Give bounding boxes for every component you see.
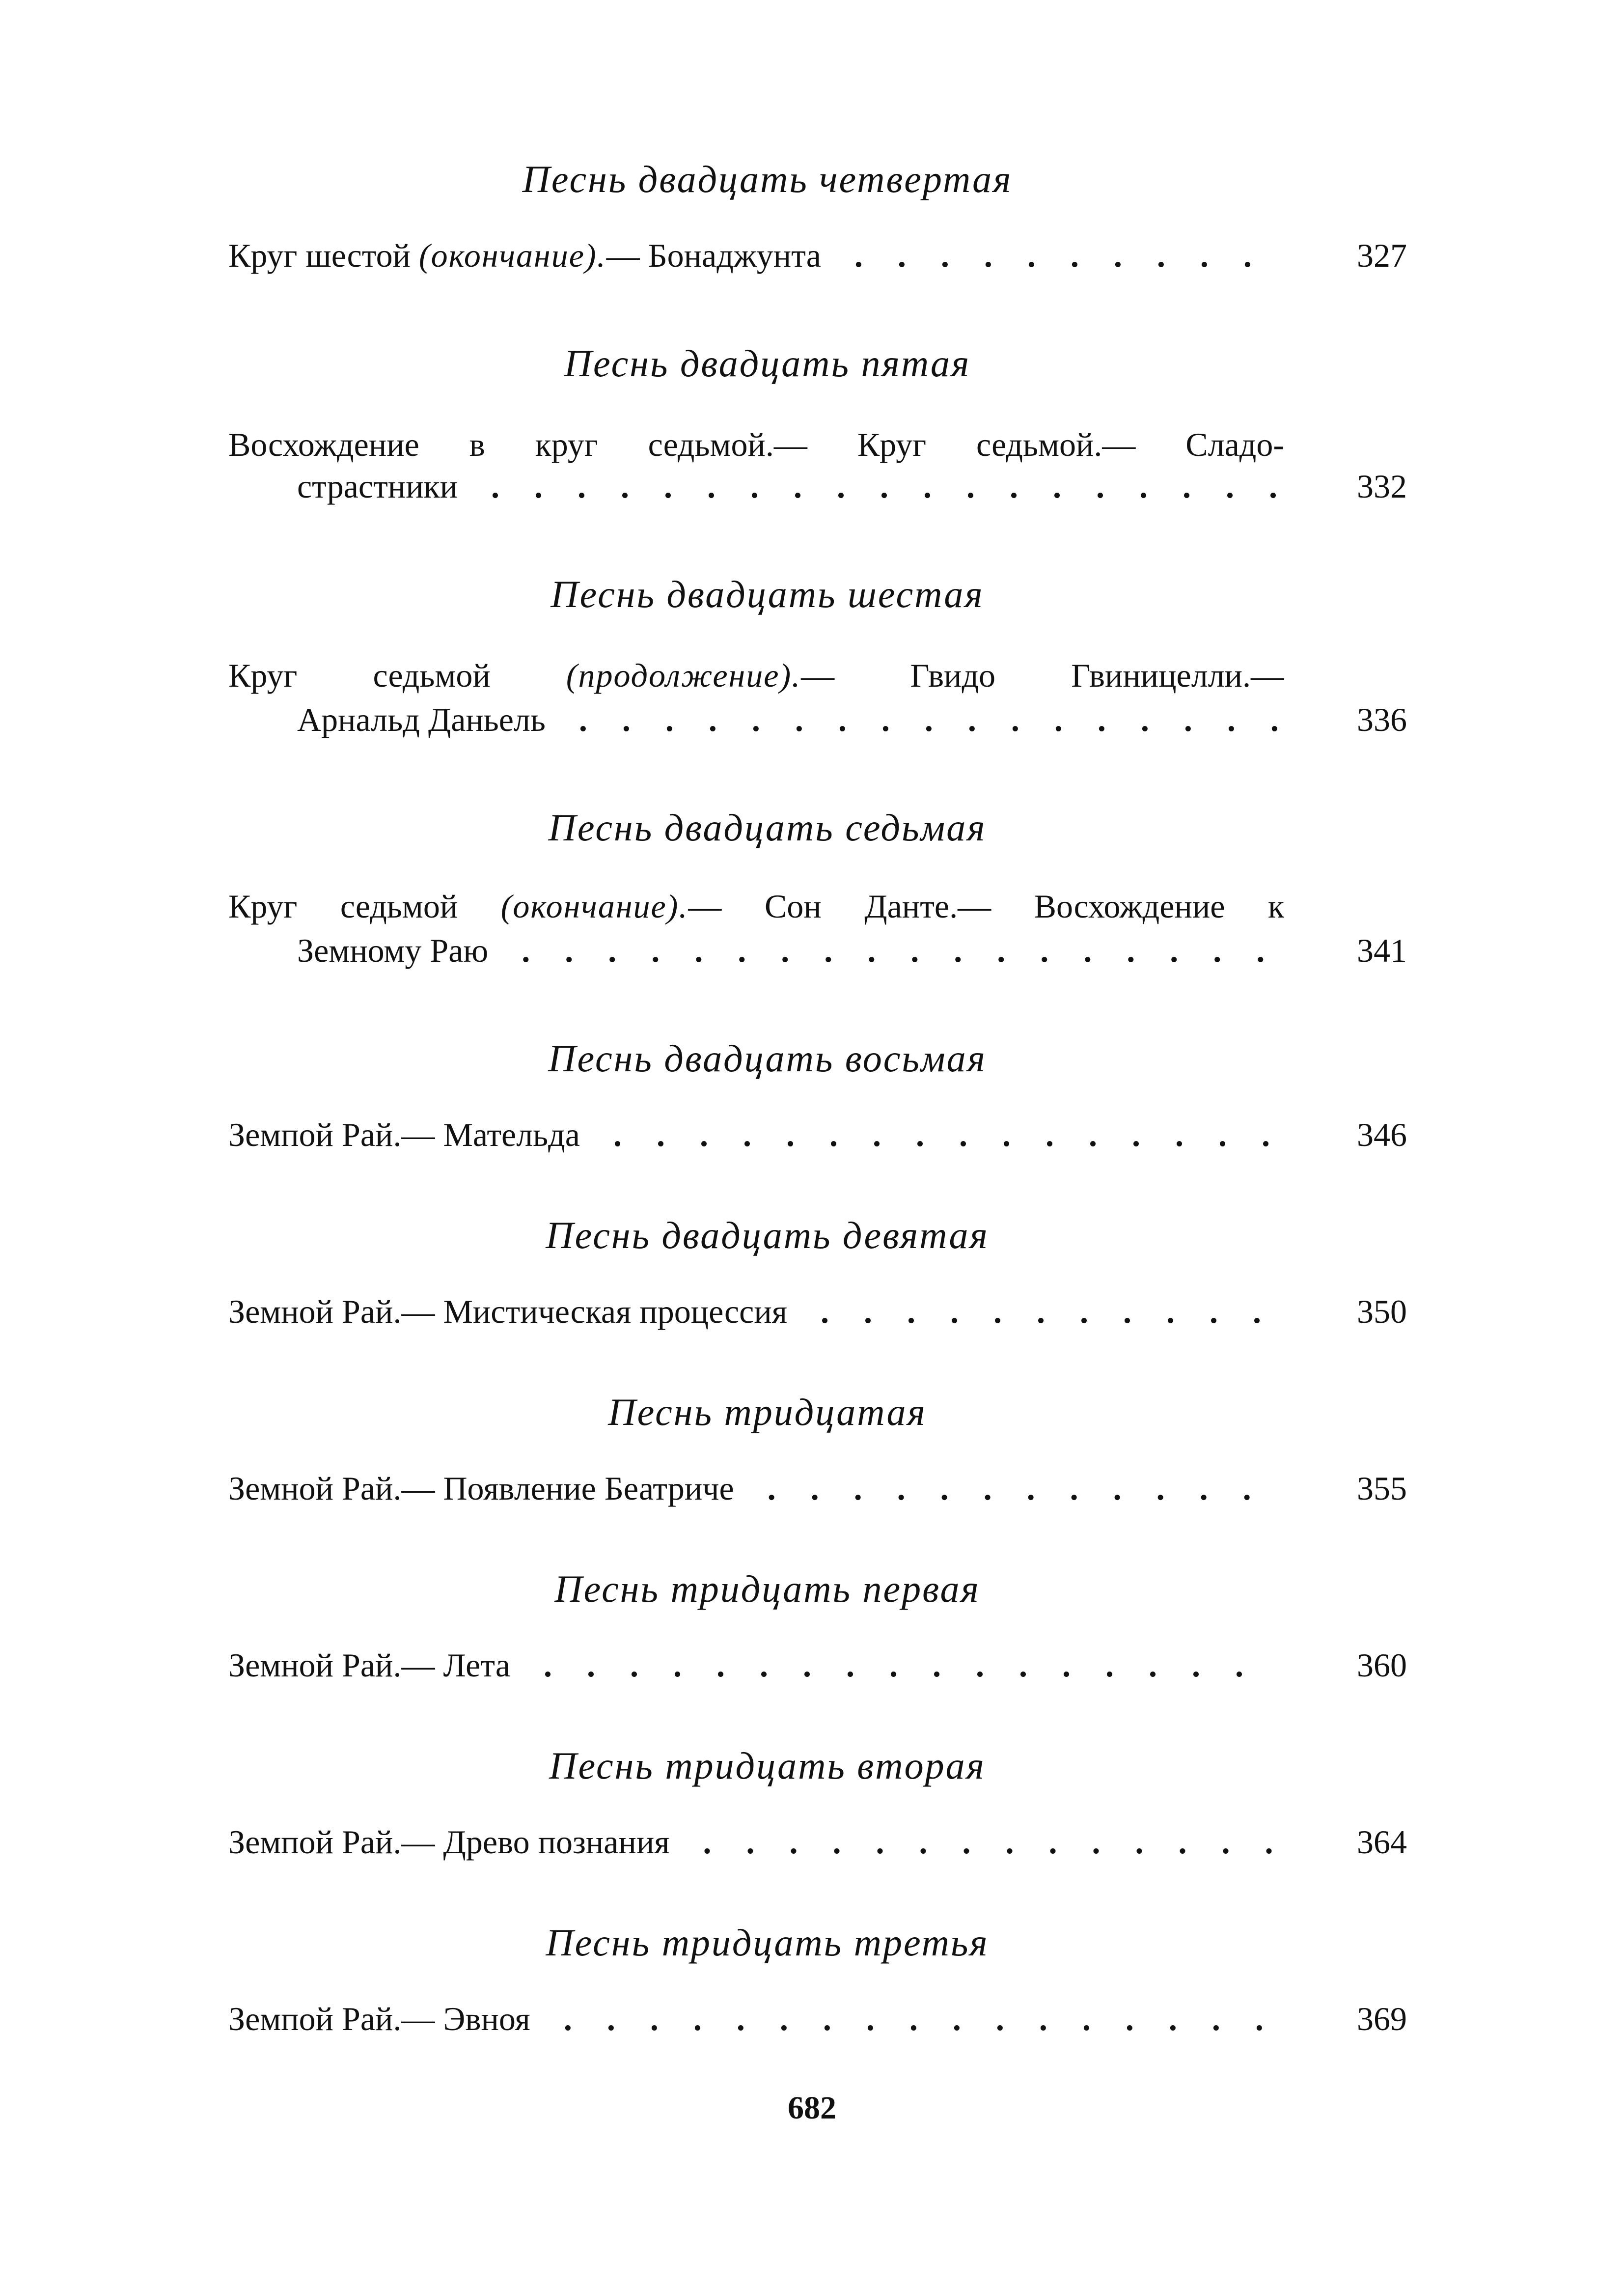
toc-entry-line [228, 422, 1407, 467]
canto-heading: Песнь двадцать четвертая [522, 158, 1013, 200]
canto-heading: Песнь двадцать шестая [551, 573, 984, 615]
entry-text: Круг шестой [228, 237, 419, 274]
entry-text: страстники [297, 468, 458, 505]
page-number: 336 [1357, 701, 1407, 738]
entry-text: — Гвидо Гвиницелли.— [801, 657, 1284, 694]
page-number: 369 [1357, 2000, 1407, 2037]
toc-entry-line [228, 1113, 1407, 1157]
toc-entry-line [297, 928, 1407, 973]
toc-entry-line [228, 653, 1407, 697]
page-number: 355 [1357, 1470, 1407, 1507]
entry-text-italic: (продолжение). [566, 657, 801, 694]
toc-entry-line [228, 884, 1407, 928]
toc-entry-line [297, 464, 1407, 508]
toc-entry-line [228, 1289, 1407, 1334]
folio-page-number: 682 [788, 2090, 836, 2126]
toc-entry-line [228, 233, 1407, 278]
entry-text: Земпой Рай.— Мательда [228, 1116, 580, 1153]
canto-heading: Песнь двадцать девятая [546, 1214, 989, 1256]
page-number: 332 [1357, 468, 1407, 505]
canto-heading: Песнь тридцать первая [554, 1567, 980, 1610]
entry-text: — Бонаджунта [606, 237, 821, 274]
entry-text: — Сон Данте.— Восхождение к [688, 888, 1284, 925]
entry-text: Земпой Рай.— Древо познания [228, 1823, 670, 1861]
entry-text-italic: (окончание). [418, 237, 606, 274]
toc-entry-line [228, 1997, 1407, 2041]
page-number: 364 [1357, 1823, 1407, 1861]
page-number: 360 [1357, 1646, 1407, 1684]
canto-heading: Песнь двадцать пятая [564, 342, 971, 385]
entry-text: Круг седьмой [228, 657, 566, 694]
page-number: 341 [1357, 932, 1407, 969]
page-number: 327 [1357, 237, 1407, 274]
toc-entry-line [228, 1643, 1407, 1687]
entry-text: Земному Раю [297, 932, 489, 969]
entry-text-italic: (окончание). [500, 888, 688, 925]
entry-text: Восхождение в круг седьмой.— Круг седьмой.— Сладо- [228, 426, 1284, 463]
entry-text: Круг седьмой [228, 888, 501, 925]
entry-text: Земной Рай.— Лета [228, 1646, 511, 1684]
canto-heading: Песнь двадцать седьмая [548, 806, 987, 849]
page-number: 346 [1357, 1116, 1407, 1153]
entry-text: Земной Рай.— Мистическая процессия [228, 1293, 788, 1330]
canto-heading: Песнь тридцать вторая [549, 1744, 986, 1787]
toc-entry-line [228, 1466, 1407, 1510]
canto-heading: Песнь двадцать восьмая [548, 1037, 987, 1080]
toc-entry-line [228, 1820, 1407, 1864]
canto-heading: Песнь тридцать третья [546, 1921, 989, 1964]
canto-heading: Песнь тридцатая [608, 1391, 927, 1433]
entry-text: Земной Рай.— Появление Беатриче [228, 1470, 734, 1507]
toc-entry-line [297, 697, 1407, 742]
page-number: 350 [1357, 1293, 1407, 1330]
entry-text: Земпой Рай.— Эвноя [228, 2000, 530, 2037]
entry-text: Арнальд Даньель [297, 701, 546, 738]
